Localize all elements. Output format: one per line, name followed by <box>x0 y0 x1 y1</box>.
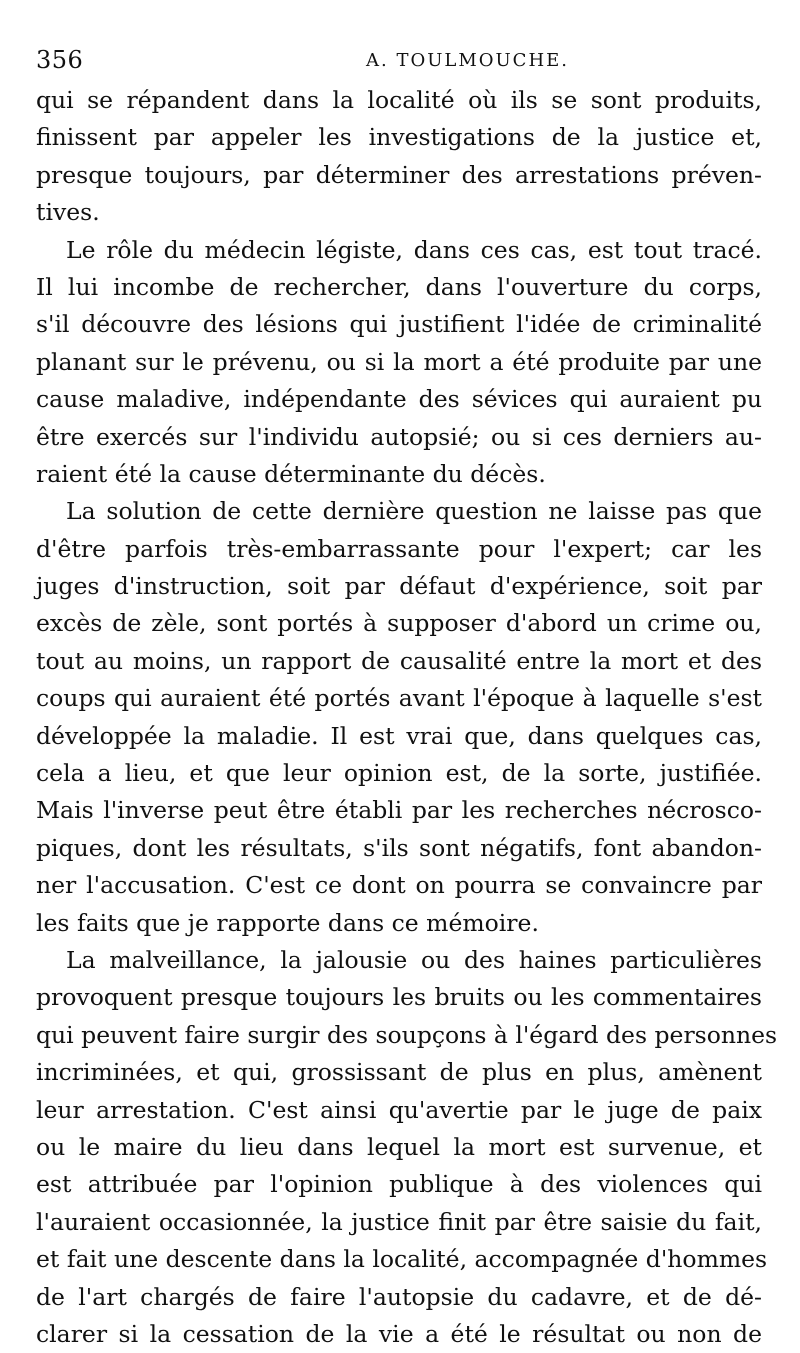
text-line: cause maladive, indépendante des sévices qui auraient pu <box>36 385 762 414</box>
text-line: La solution de cette dernière question ne laisse pas que <box>66 497 762 526</box>
text-line: excès de zèle, sont portés à supposer d'abord un crime ou, <box>36 609 762 638</box>
running-head: A. TOULMOUCHE. <box>366 50 570 71</box>
text-line: ou le maire du lieu dans lequel la mort est survenue, et <box>36 1132 762 1161</box>
text-line: qui se répandent dans la localité où ils se sont produits, <box>36 86 762 114</box>
text-line: l'auraient occasionnée, la justice finit par être saisie du fait, <box>36 1207 762 1236</box>
text-line: finissent par appeler les investigations de la justice et, <box>36 123 762 152</box>
text-line: tout au moins, un rapport de causalité entre la mort et des <box>36 646 762 675</box>
text-line: développée la maladie. Il est vrai que, dans quelques cas, <box>36 721 762 750</box>
text-line: planant sur le prévenu, ou si la mort a été produite par une <box>36 347 762 376</box>
page-number: 356 <box>36 46 84 74</box>
text-line: cela a lieu, et que leur opinion est, de la sorte, justifiée. <box>36 759 762 788</box>
page-header <box>36 40 762 82</box>
text-line: être exercés sur l'individu autopsié; ou si ces derniers au- <box>36 422 762 451</box>
text-line: de l'art chargés de faire l'autopsie du cadavre, et de dé- <box>36 1282 762 1311</box>
text-line: raient été la cause déterminante du décès. <box>36 459 546 488</box>
body-text <box>36 82 778 1353</box>
text-line: leur arrestation. C'est ainsi qu'avertie par le juge de paix <box>36 1095 762 1124</box>
text-line: s'il découvre des lésions qui justifient l'idée de criminalité <box>36 310 762 339</box>
text-line: incriminées, et qui, grossissant de plus en plus, amènent <box>36 1058 762 1087</box>
text-line: Le rôle du médecin légiste, dans ces cas, est tout tracé. <box>66 235 762 264</box>
text-line: clarer si la cessation de la vie a été le résultat ou non de <box>36 1319 762 1348</box>
text-line: Mais l'inverse peut être établi par les recherches nécrosco- <box>36 796 762 825</box>
text-line: ner l'accusation. C'est ce dont on pourra se convaincre par <box>36 871 762 900</box>
text-line: juges d'instruction, soit par défaut d'expérience, soit par <box>36 572 762 601</box>
text-line: coups qui auraient été portés avant l'époque à laquelle s'est <box>36 684 762 713</box>
text-line: Il lui incombe de rechercher, dans l'ouverture du corps, <box>36 272 762 301</box>
text-line: d'être parfois très-embarrassante pour l'expert; car les <box>36 534 762 563</box>
text-line: les faits que je rapporte dans ce mémoire. <box>36 908 539 937</box>
text-line: qui peuvent faire surgir des soupçons à l'égard des personnes <box>36 1020 778 1049</box>
text-line: est attribuée par l'opinion publique à des violences qui <box>36 1170 762 1199</box>
text-line: piques, dont les résultats, s'ils sont négatifs, font abandon- <box>36 833 762 862</box>
text-line: et fait une descente dans la localité, accompagnée d'hommes <box>36 1245 768 1274</box>
text-line: presque toujours, par déterminer des arrestations préven- <box>36 160 762 189</box>
text-line: tives. <box>36 198 100 227</box>
text-line: provoquent presque toujours les bruits ou les commentaires <box>36 983 762 1012</box>
text-line: La malveillance, la jalousie ou des haines particulières <box>66 945 762 974</box>
